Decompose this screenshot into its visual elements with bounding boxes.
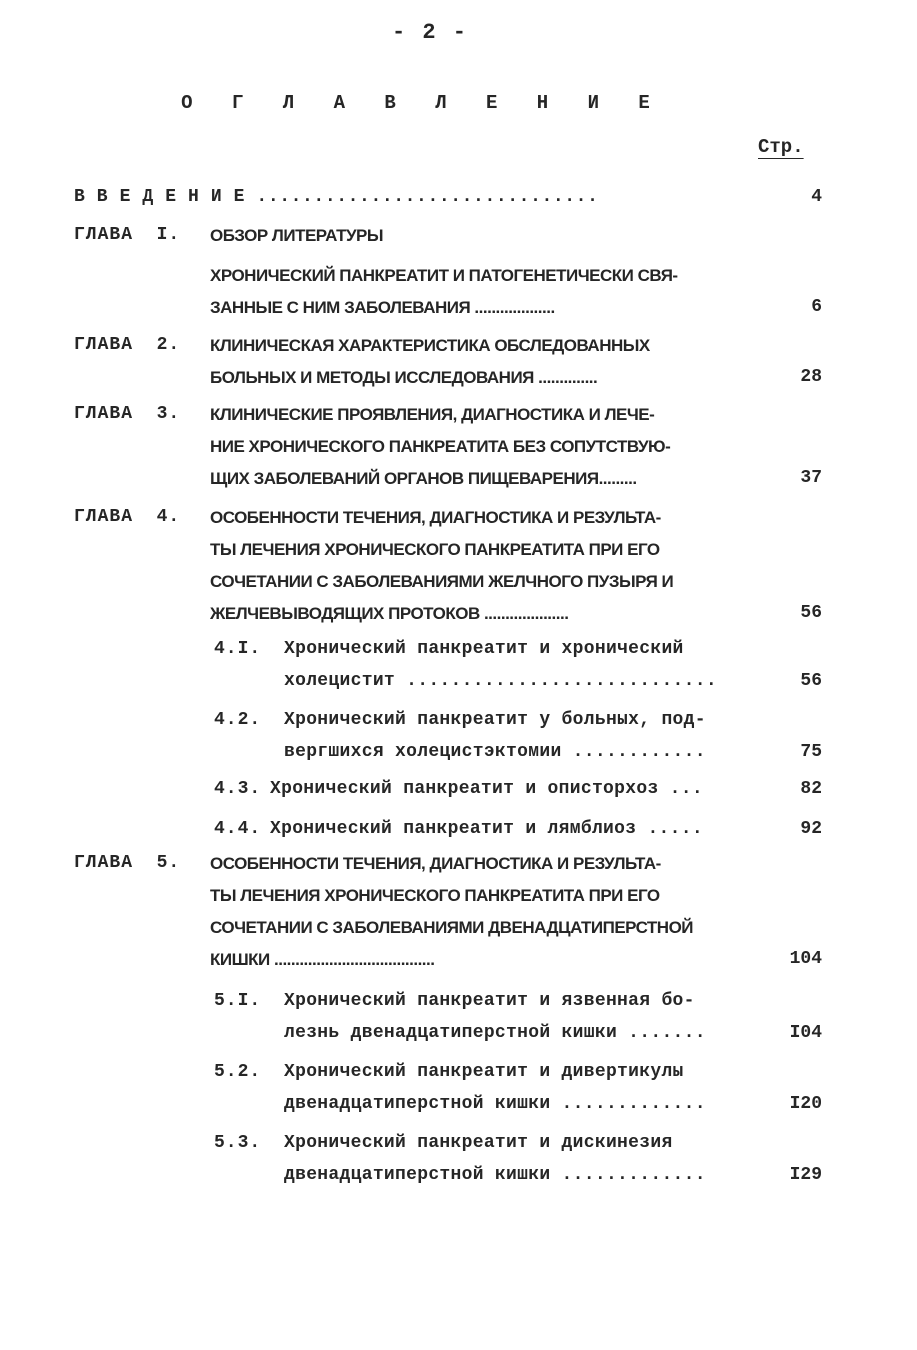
- toc-entry-line: СОЧЕТАНИИ С ЗАБОЛЕВАНИЯМИ ДВЕНАДЦАТИПЕРСТНОЙ: [210, 918, 694, 937]
- toc-entry-line: Хронический панкреатит у больных, под-: [284, 710, 706, 730]
- toc-entry-label: 5.I.: [214, 991, 262, 1011]
- toc-entry-section-4-1: [0, 632, 917, 702]
- toc-entry-line: Хронический панкреатит и дискинезия: [284, 1133, 673, 1153]
- toc-entry-page: 104: [789, 949, 822, 969]
- toc-entry-page: 4: [811, 187, 822, 207]
- toc-entry-line: СОЧЕТАНИИ С ЗАБОЛЕВАНИЯМИ ЖЕЛЧНОГО ПУЗЫРЯ И: [210, 572, 674, 591]
- toc-entry-line: ОБЗОР ЛИТЕРАТУРЫ: [210, 226, 384, 245]
- toc-entry-page: 56: [800, 671, 822, 691]
- toc-entry-label: 4.2.: [214, 710, 262, 730]
- toc-entry-line: Хронический панкреатит и хронический: [284, 639, 684, 659]
- toc-entry-line: ТЫ ЛЕЧЕНИЯ ХРОНИЧЕСКОГО ПАНКРЕАТИТА ПРИ ЕГО: [210, 540, 660, 559]
- toc-entry-page: I29: [789, 1165, 822, 1185]
- toc-entry-label: 4.3.: [214, 779, 262, 799]
- page-column-header: Стр.: [758, 136, 804, 158]
- toc-entry-line: двенадцатиперстной кишки .............: [284, 1165, 706, 1185]
- toc-entry-line: ЗАННЫЕ С НИМ ЗАБОЛЕВАНИЯ ...................: [210, 298, 555, 317]
- toc-entry-line: ЩИХ ЗАБОЛЕВАНИЙ ОРГАНОВ ПИЩЕВАРЕНИЯ.........: [210, 469, 637, 488]
- toc-entry-chapter-5: [0, 846, 917, 976]
- toc-entry-label: ГЛАВА 5.: [74, 853, 181, 873]
- toc-entry-line: Хронический панкреатит и описторхоз ...: [270, 779, 703, 799]
- toc-entry-line: КЛИНИЧЕСКАЯ ХАРАКТЕРИСТИКА ОБСЛЕДОВАННЫХ: [210, 336, 650, 355]
- toc-entry-line: двенадцатиперстной кишки .............: [284, 1094, 706, 1114]
- toc-entry-line: ОСОБЕННОСТИ ТЕЧЕНИЯ, ДИАГНОСТИКА И РЕЗУЛЬТА-: [210, 854, 661, 873]
- toc-entry-chapter-2: [0, 328, 917, 398]
- toc-entry-line: лезнь двенадцатиперстной кишки .......: [284, 1023, 706, 1043]
- toc-entry-page: 82: [800, 779, 822, 799]
- toc-entry-section-5-2: [0, 1055, 917, 1125]
- toc-entry-chapter-3: [0, 397, 917, 497]
- toc-entry-label: ГЛАВА 2.: [74, 335, 181, 355]
- toc-entry-line: ЖЕЛЧЕВЫВОДЯЩИХ ПРОТОКОВ ....................: [210, 604, 569, 623]
- toc-entry-section-4-4: [0, 812, 917, 847]
- toc-entry-line: Хронический панкреатит и дивертикулы: [284, 1062, 684, 1082]
- toc-entry-label: 4.4.: [214, 819, 262, 839]
- toc-entry-line: Хронический панкреатит и лямблиоз .....: [270, 819, 703, 839]
- toc-entry-line: ОСОБЕННОСТИ ТЕЧЕНИЯ, ДИАГНОСТИКА И РЕЗУЛЬТА-: [210, 508, 661, 527]
- toc-entry-page: 56: [800, 603, 822, 623]
- toc-entry-page: 28: [800, 367, 822, 387]
- page-number: - 2 -: [391, 20, 468, 45]
- toc-entry-label: 4.I.: [214, 639, 262, 659]
- toc-entry-section-5-3: [0, 1126, 917, 1196]
- toc-entry-label: 5.3.: [214, 1133, 262, 1153]
- toc-entry-line: БОЛЬНЫХ И МЕТОДЫ ИССЛЕДОВАНИЯ ..............: [210, 368, 598, 387]
- toc-entry-page: I04: [789, 1023, 822, 1043]
- toc-entry-label: 5.2.: [214, 1062, 262, 1082]
- toc-entry-page: I20: [789, 1094, 822, 1114]
- toc-entry-page: 37: [800, 468, 822, 488]
- page-title: О Г Л А В Л Е Н И Е: [181, 92, 664, 114]
- toc-entry-label: ГЛАВА 4.: [74, 507, 181, 527]
- toc-entry-line: холецистит ............................: [284, 671, 717, 691]
- toc-entry-line: КИШКИ ......................................: [210, 950, 435, 969]
- toc-entry-chapter-1: [0, 218, 917, 328]
- toc-entry-page: 92: [800, 819, 822, 839]
- toc-entry-section-4-2: [0, 703, 917, 773]
- toc-entry-intro: [0, 180, 917, 215]
- toc-entry-line: вергшихся холецистэктомии ............: [284, 742, 706, 762]
- toc-entry-page: 75: [800, 742, 822, 762]
- toc-entry-label: В В Е Д Е Н И Е ..............................: [74, 187, 599, 207]
- toc-entry-page: 6: [811, 297, 822, 317]
- toc-entry-line: ХРОНИЧЕСКИЙ ПАНКРЕАТИТ И ПАТОГЕНЕТИЧЕСКИ СВЯ-: [210, 266, 678, 285]
- toc-entry-section-4-3: [0, 772, 917, 807]
- toc-entry-line: НИЕ ХРОНИЧЕСКОГО ПАНКРЕАТИТА БЕЗ СОПУТСТВУЮ-: [210, 437, 671, 456]
- toc-entry-chapter-4: [0, 500, 917, 630]
- toc-entry-line: Хронический панкреатит и язвенная бо-: [284, 991, 695, 1011]
- toc-entry-label: ГЛАВА I.: [74, 225, 181, 245]
- toc-entry-line: ТЫ ЛЕЧЕНИЯ ХРОНИЧЕСКОГО ПАНКРЕАТИТА ПРИ ЕГО: [210, 886, 660, 905]
- toc-entry-line: КЛИНИЧЕСКИЕ ПРОЯВЛЕНИЯ, ДИАГНОСТИКА И ЛЕЧЕ-: [210, 405, 655, 424]
- toc-entry-section-5-1: [0, 984, 917, 1054]
- toc-entry-label: ГЛАВА 3.: [74, 404, 181, 424]
